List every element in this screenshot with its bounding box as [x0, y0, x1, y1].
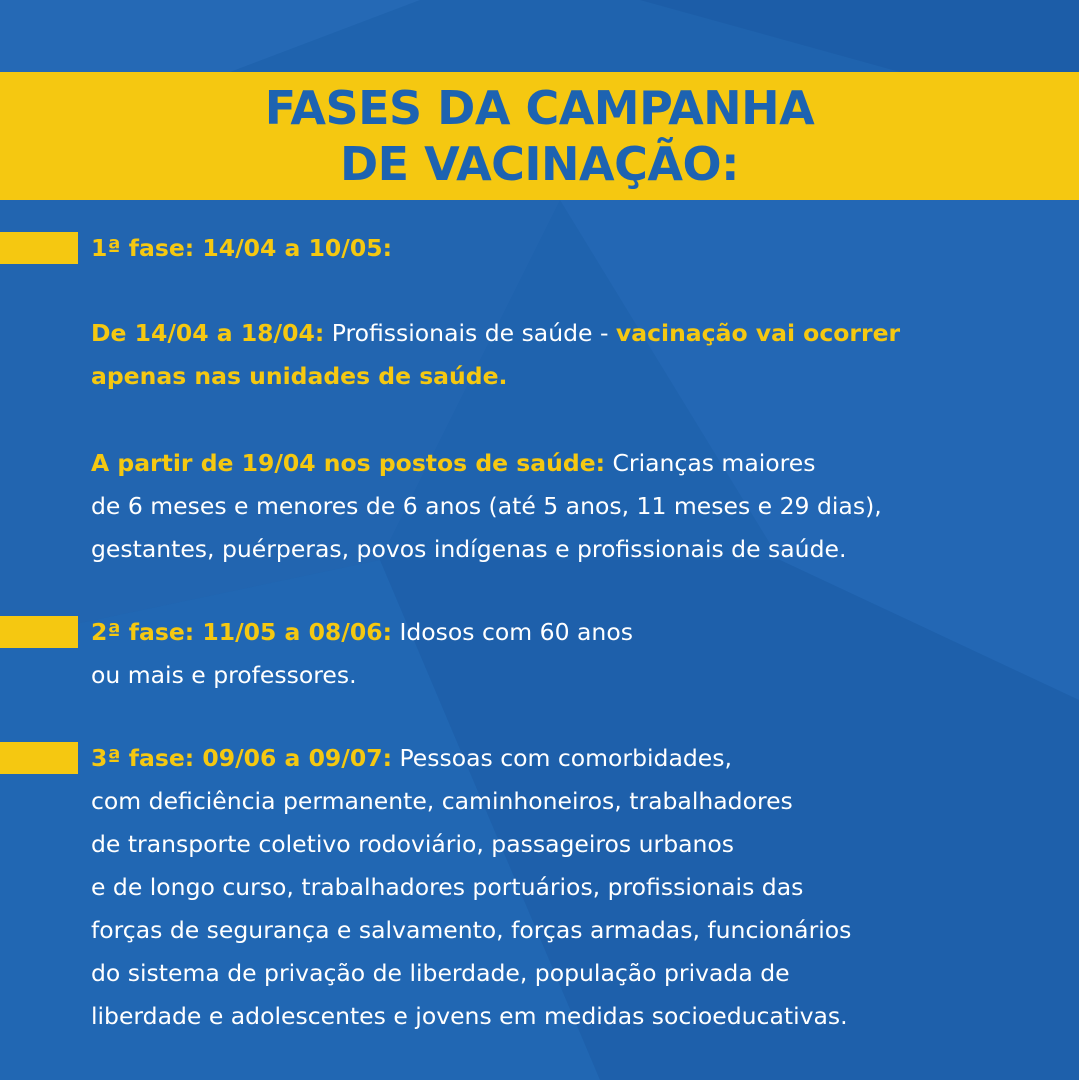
page-title-line-2: DE VACINAÇÃO: [339, 137, 740, 191]
phase-2-text-1: Idosos com 60 anos [391, 618, 633, 646]
phase-1-item-1-text: Profissionais de saúde - [324, 319, 616, 347]
phase-1-item-2-text-2: de 6 meses e menores de 6 anos (até 5 anos, 11 meses e 29 dias), [91, 492, 882, 520]
phase-1-health-posts [91, 442, 1051, 571]
phase-3-line-4: forças de segurança e salvamento, forças armadas, funcionários [91, 916, 852, 944]
phase-3-line-1: com deficiência permanente, caminhoneiros, trabalhadores [91, 787, 793, 815]
phase-3-line-6: liberdade e adolescentes e jovens em medidas socioeducativas. [91, 1002, 848, 1030]
phase-3-block [91, 737, 1051, 1038]
phase-2-text-2: ou mais e professores. [91, 661, 357, 689]
phase-1-item-1-dates: De 14/04 a 18/04: [91, 319, 325, 347]
phase-2-block [91, 611, 1051, 697]
phase-3-text-1: Pessoas com comorbidades, [391, 744, 732, 772]
phase-2-heading: 2ª fase: 11/05 a 08/06: [91, 618, 392, 646]
phase-1-marker [0, 232, 78, 264]
phase-3-line-3: e de longo curso, trabalhadores portuários, profissionais das [91, 873, 804, 901]
phase-1-heading: 1ª fase: 14/04 a 10/05: [91, 234, 392, 262]
phase-1-item-2-text-1: Crianças maiores [605, 449, 816, 477]
phase-1-item-2-text-3: gestantes, puérperas, povos indígenas e profissionais de saúde. [91, 535, 847, 563]
phase-3-marker [0, 742, 78, 774]
title-banner [0, 72, 1079, 200]
phase-1-item-1-highlight-2: apenas nas unidades de saúde. [91, 362, 508, 390]
phase-2-marker [0, 616, 78, 648]
phase-1-heading-block [91, 227, 1051, 270]
phase-1-health-workers [91, 312, 1051, 398]
phase-3-line-5: do sistema de privação de liberdade, população privada de [91, 959, 790, 987]
page-title-line-1: FASES DA CAMPANHA [264, 81, 815, 135]
phase-1-item-2-dates: A partir de 19/04 nos postos de saúde: [91, 449, 606, 477]
phase-1-item-1-highlight-1: vacinação vai ocorrer [615, 319, 901, 347]
phase-3-heading: 3ª fase: 09/06 a 09/07: [91, 744, 392, 772]
phase-3-line-2: de transporte coletivo rodoviário, passageiros urbanos [91, 830, 735, 858]
